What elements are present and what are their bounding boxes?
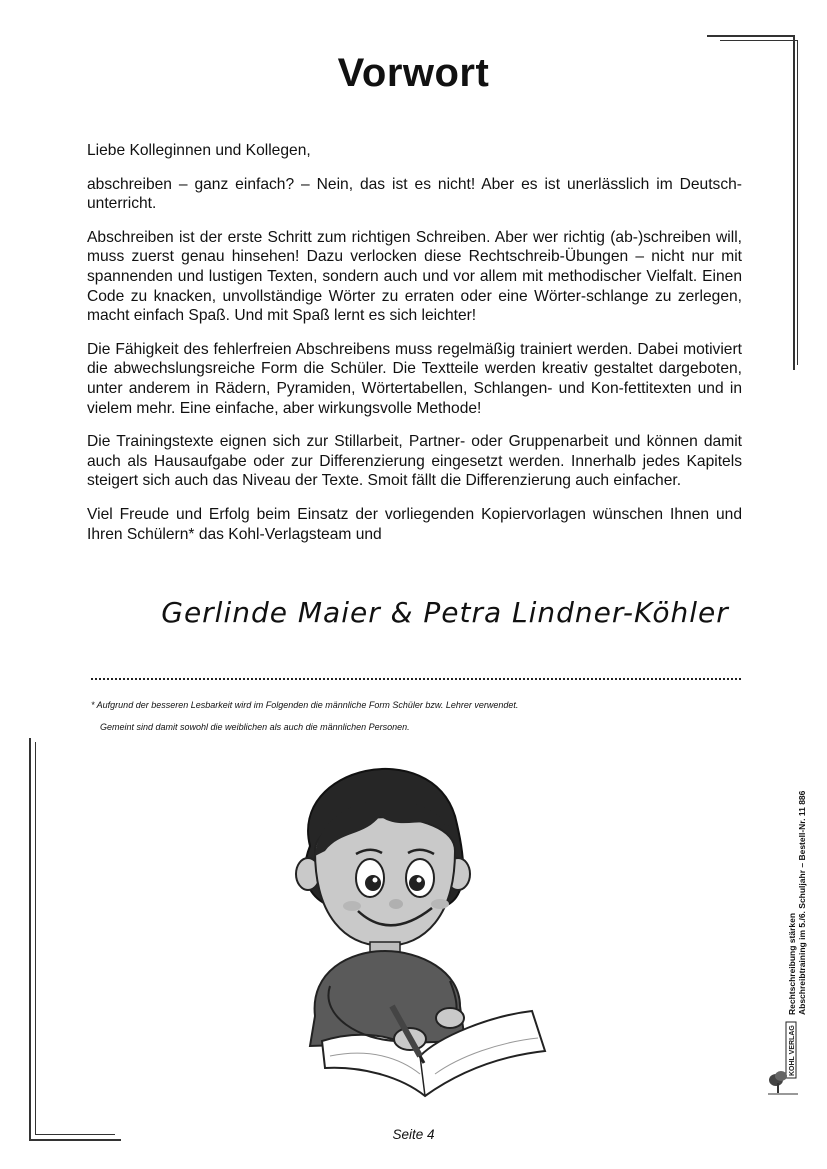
paragraph-4: Die Trainingstexte eignen sich zur Stillarbeit, Partner- oder Gruppenarbeit und können damit auch als Hausaufgabe oder zur Differenzierung eingesetzt werden. Innerhalb jedes Kapitels steigert sich auch das Niveau der Texte. Smoit fällt die Differenzierung auch einfacher. bbox=[87, 433, 742, 490]
frame-left-vertical-inner bbox=[35, 742, 36, 1134]
side-text-line-2: Abschreibtraining im 5./6. Schuljahr – Bestell-Nr. 11 886 bbox=[797, 790, 807, 1015]
page-number: Seite 4 bbox=[392, 1127, 435, 1142]
logo-text: KOHL VERLAG bbox=[789, 1025, 796, 1076]
frame-top-right-horizontal bbox=[707, 35, 793, 37]
kohl-verlag-logo bbox=[766, 1020, 800, 1096]
girl-writing-illustration bbox=[270, 756, 560, 1101]
frame-left-vertical bbox=[29, 738, 31, 1140]
foreword-text bbox=[87, 141, 742, 558]
footnote-line-1: * Aufgrund der besseren Lesbarkeit wird im Folgenden die männliche Form Schüler bzw. Lehrer verwendet. bbox=[91, 700, 519, 710]
dotted-separator bbox=[91, 678, 741, 680]
footnote bbox=[91, 694, 741, 738]
author-signature: Gerlinde Maier & Petra Lindner-Köhler bbox=[161, 596, 729, 629]
page-title: Vorwort bbox=[337, 50, 490, 95]
paragraph-3: Die Fähigkeit des fehlerfreien Abschreibens muss regelmäßig trainiert werden. Dabei motiviert die abwechslungsreiche Form die Schüler. Die Textteile werden kreativ gestaltet dargeboten, unter anderem in Rädern, Pyramiden, Wörtertabellen, Schlangen- und Kon-fettitexten und in vielem mehr. Eine einfache, aber wirkungsvolle Methode! bbox=[87, 340, 742, 417]
paragraph-5: Viel Freude und Erfolg beim Einsatz der vorliegenden Kopiervorlagen wünschen Ihnen und Ihren Schülern* das Kohl-Verlagsteam und bbox=[87, 505, 742, 543]
frame-top-right-horizontal-inner bbox=[720, 40, 797, 41]
footnote-line-2: Gemeint sind damit sowohl die weiblichen als auch die männlichen Personen. bbox=[100, 722, 410, 732]
publisher-side-text bbox=[787, 791, 807, 1015]
paragraph-1: abschreiben – ganz einfach? – Nein, das ist es nicht! Aber es ist unerlässlich im Deutsch-unterricht. bbox=[87, 175, 742, 213]
side-text-line-1: Rechtschreibung stärken bbox=[787, 912, 797, 1015]
paragraph-2: Abschreiben ist der erste Schritt zum richtigen Schreiben. Aber wer richtig (ab-)schreiben will, muss zuerst genau hinsehen! Dazu verlocken diese Rechtschreib-Übungen – nicht nur mit spannenden und lustigen Texten, sondern auch und vor allem mit methodischer Vielfalt. Einen Code zu knacken, unvollständige Wörter zu erraten oder eine Wörter-schlange zu zerlegen, macht einfach Spaß. Und mit Spaß lernt es sich leichter! bbox=[87, 228, 742, 325]
salutation: Liebe Kolleginnen und Kollegen, bbox=[87, 142, 311, 159]
